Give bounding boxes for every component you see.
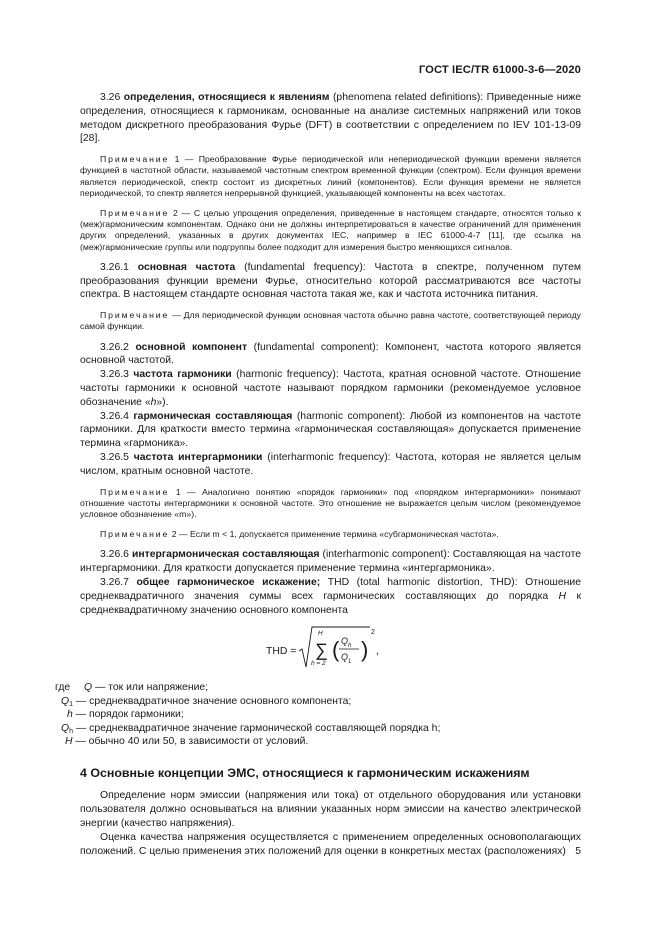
page-content: [55, 91, 582, 858]
term-bold: гармоническая составляющая: [133, 410, 293, 422]
note-text: — Для периодической функции основная частота обычно равна частоте, соответствующей периоду самой функции.: [80, 310, 581, 332]
paragraph-3-26-4: [80, 410, 581, 451]
note-text: 1 — Преобразование Фурье периодической или непериодической функции времени является функцией в частотной области, называемой частотным спектром временной функции (спектром). Если функция времени является периодической, спектр состоит из дискретных линий (компонентов). Если функция времени не является периодической, то спектр является непрерывной функцией, указывающей компоненты на всех частотах.: [80, 154, 581, 198]
note-3-26-5-1: [80, 487, 581, 521]
formula-exponent: 2: [371, 629, 375, 637]
note-label: Примечание: [100, 529, 170, 540]
text-run: (harmonic frequency): Частота, кратная основной частоте. Отношение частоты гармоники к основной частоте называют порядком гармоники (рекомендуемое условное обозначение «: [80, 369, 581, 408]
term-bold: определения, относящиеся к явлениям: [123, 92, 330, 103]
note-3-26-1: [80, 154, 581, 199]
text-run: 3.26.3: [100, 369, 134, 381]
paragraph-3-26-6: [80, 548, 581, 576]
sigma-icon: ∑: [315, 640, 328, 661]
thd-formula: [80, 623, 581, 673]
formula-trailing: ,: [376, 646, 379, 658]
definition-row: [61, 695, 581, 708]
text-run: (fundamental frequency): Частота в спектре, полученном путем преобразования функции времени Фурье, относительно которой рассматриваются все частоты спектра. В настоящем стандарте основная частота такая же, как и частота источника питания.: [80, 261, 581, 301]
document-header: ГОСТ IEC/TR 61000-3-6—2020: [418, 64, 581, 76]
text-run: 3.26: [100, 92, 124, 103]
section-4-paragraph-1: Определение норм эмиссии (напряжения или тока) от отдельного оборудования или установки пользователя должно основываться на влиянии указанных норм эмиссии на качество электрической энергии (качество напряжения).: [80, 790, 581, 829]
thd-formula-graphic: [80, 623, 581, 673]
term-bold: основная частота: [137, 261, 236, 273]
text-run: 3.26.1: [100, 261, 138, 273]
paragraph-3-26-5: [80, 451, 581, 479]
section-4-heading: 4 Основные концепции ЭМС, относящиеся к гармоническим искажениям: [80, 766, 530, 781]
text-run: (phenomena related definitions): Приведенные ниже определения, относящиеся к гармоникам, основанные на анализе системных напряжений или токов методом дискретного преобразования Фурье (DFT) в соответствии с определением по IEV 101-13-09 [28].: [80, 92, 581, 145]
paragraph-3-26-1: [80, 261, 581, 302]
left-paren-icon: (: [332, 637, 340, 663]
note-text: 2 — Если m < 1, допускается применение термина «субгармоническая частота».: [169, 529, 499, 540]
note-label: Примечание: [100, 310, 170, 321]
note-label: Примечание: [100, 154, 170, 165]
fraction-numerator-sub: h: [348, 643, 352, 650]
text-run: THD (total harmonic distortion, THD): Отношение среднеквадратичного значения суммы всех гармонических составляющих до порядка: [80, 576, 581, 602]
note-label: Примечание: [100, 208, 170, 218]
fraction-denominator-sub: 1: [348, 659, 352, 666]
formula-lhs: THD =: [266, 646, 297, 658]
section-4-paragraph-2: Оценка качества напряжения осуществляется с применением определенных основополагающих положений. С целью применения этих положений для оценки в конкретных местах (расположениях): [80, 831, 581, 857]
definition-row: [67, 708, 581, 721]
note-3-26-2: [80, 208, 581, 253]
symbol-italic: H: [558, 590, 567, 602]
fraction-denominator: Q: [341, 652, 349, 663]
text-run: (harmonic component): Любой из компонентов на частоте гармоники. Для краткости вместо термина «гармоническая составляющая» допускается применение термина «гармоника».: [80, 410, 581, 450]
sum-lower-limit: h = 2: [311, 660, 326, 668]
text-run: 3.26.4: [100, 410, 134, 422]
text-run: (fundamental component): Компонент, частота которого является основной частотой.: [80, 341, 581, 367]
paragraph-3-26-7: [80, 576, 581, 617]
right-paren-icon: ): [361, 637, 369, 663]
text-run: 3.26.2: [100, 341, 136, 353]
text-run: »).: [156, 396, 169, 408]
definition-row: [55, 681, 581, 694]
term-bold: частота гармоники: [133, 369, 232, 381]
note-text: 2 — С целью упрощения определения, приведенные в настоящем стандарте, относятся только к (меж)гармоническим компонентам. Однако они не должны интерпретироваться в качестве ограничений для применения других определений, указанных в других документах IEC, например в IEC 61000-4-7 [11], где ссылка на (меж)гармонические группы или подгруппы более подходит для измерения быстро меняющихся сигналов.: [80, 208, 581, 252]
text-run: 3.26.6: [100, 549, 132, 561]
paragraph-3-26-2: [80, 341, 581, 369]
note-3-26-5-2: [80, 529, 581, 540]
definition-text: Q — ток или напряжение;: [84, 682, 209, 694]
note-3-26-1-a: [80, 310, 581, 332]
term-bold: общее гармоническое искажение;: [136, 576, 321, 588]
text-run: 3.26.7: [100, 576, 137, 588]
text-run: 3.26.5: [100, 451, 134, 463]
symbol-definitions: [55, 681, 581, 748]
term-bold: частота интергармоники: [133, 451, 263, 463]
definition-text: h — порядок гармоники;: [67, 709, 184, 721]
definition-text: H — обычно 40 или 50, в зависимости от условий.: [65, 735, 309, 747]
text-run: (interharmonic frequency): Частота, которая не является целым числом, кратным основной частоте.: [80, 451, 581, 477]
term-bold: интергармоническая составляющая: [131, 549, 320, 561]
note-label: Примечание: [100, 486, 170, 497]
symbol-italic: h: [150, 396, 157, 408]
text-run: к среднеквадратичному значению основного компонента: [80, 590, 581, 616]
paragraph-3-26: [80, 91, 581, 146]
text-run: (interharmonic component): Составляющая на частоте интергармоники. Для краткости допускается применение термина «интергармоника».: [80, 549, 582, 575]
paragraph-3-26-3: [80, 368, 581, 409]
definition-row: [61, 722, 581, 735]
sum-upper-limit: H: [318, 630, 323, 638]
page-number: 5: [575, 846, 581, 857]
definition-text: $Q_1$ — среднеквадратичное значение основного компонента;: [61, 695, 352, 708]
note-text: 1 — Аналогично понятию «порядок гармоники» под «порядком интергармоники» понимают отношение частоты интергармоники к основной частоте. Это отношение не выражается целым числом (рекомендуемое условное обозначение «m»).: [80, 486, 581, 519]
definition-row: [65, 735, 581, 748]
definition-lead: где: [55, 682, 71, 694]
term-bold: основной компонент: [135, 341, 248, 353]
definition-text: $Q_h$ — среднеквадратичное значение гармонической составляющей порядка h;: [61, 722, 441, 735]
fraction-numerator: Q: [341, 636, 349, 647]
